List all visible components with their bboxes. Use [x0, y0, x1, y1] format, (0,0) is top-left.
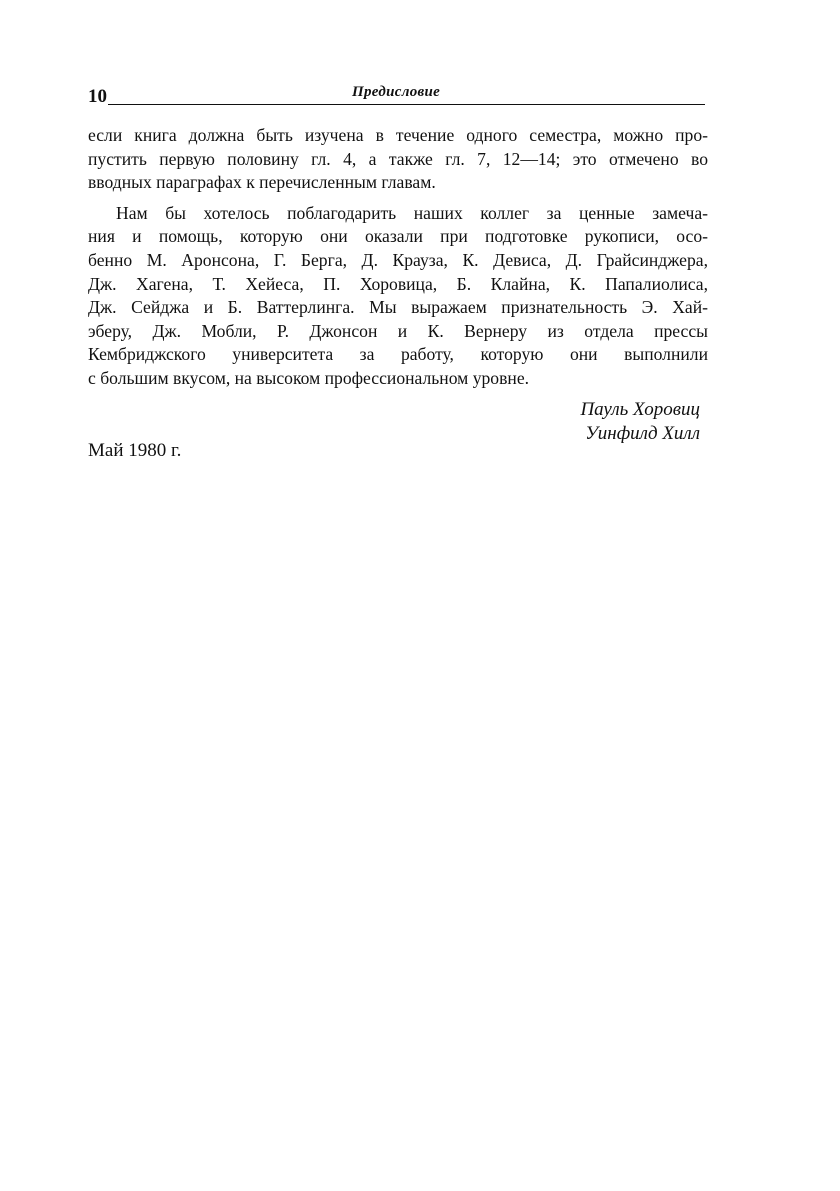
signature-author-2: Уинфилд Хилл: [585, 423, 700, 444]
text-line: Дж. Хагена, Т. Хейеса, П. Хоровица, Б. Клайна, К. Папалиолиса,: [88, 273, 708, 294]
text-line: ния и помощь, которую они оказали при подготовке рукописи, осо-: [88, 226, 708, 247]
text-line: Кембриджского университета за работу, которую они выполнили: [88, 344, 708, 365]
paragraph-2: [88, 202, 708, 391]
body-text: [88, 124, 708, 398]
page-number: 10: [88, 86, 107, 107]
header-rule: [108, 104, 705, 105]
text-line: с большим вкусом, на высоком профессиональном уровне.: [88, 367, 530, 388]
text-line: пустить первую половину гл. 4, а также гл. 7, 12—14; это отмечено во: [88, 148, 708, 169]
text-line: если книга должна быть изучена в течение одного семестра, можно про-: [88, 125, 708, 145]
signatures: [480, 398, 720, 446]
text-line: вводных параграфах к перечисленным главам.: [88, 172, 436, 193]
running-title: Предисловие: [352, 84, 441, 100]
paragraph-1: [88, 124, 708, 195]
text-line: бенно М. Аронсона, Г. Берга, Д. Крауза, К. Девиса, Д. Грайсинджера,: [88, 249, 708, 270]
text-line: Дж. Сейджа и Б. Ваттерлинга. Мы выражаем признательность Э. Хай-: [88, 297, 708, 318]
text-line: Нам бы хотелось поблагодарить наших коллег за ценные замеча-: [116, 202, 708, 223]
signature-author-1: Пауль Хоровиц: [580, 399, 700, 420]
date: Май 1980 г.: [88, 440, 182, 461]
text-line: эберу, Дж. Мобли, Р. Джонсон и К. Вернеру из отдела прессы: [88, 320, 708, 341]
